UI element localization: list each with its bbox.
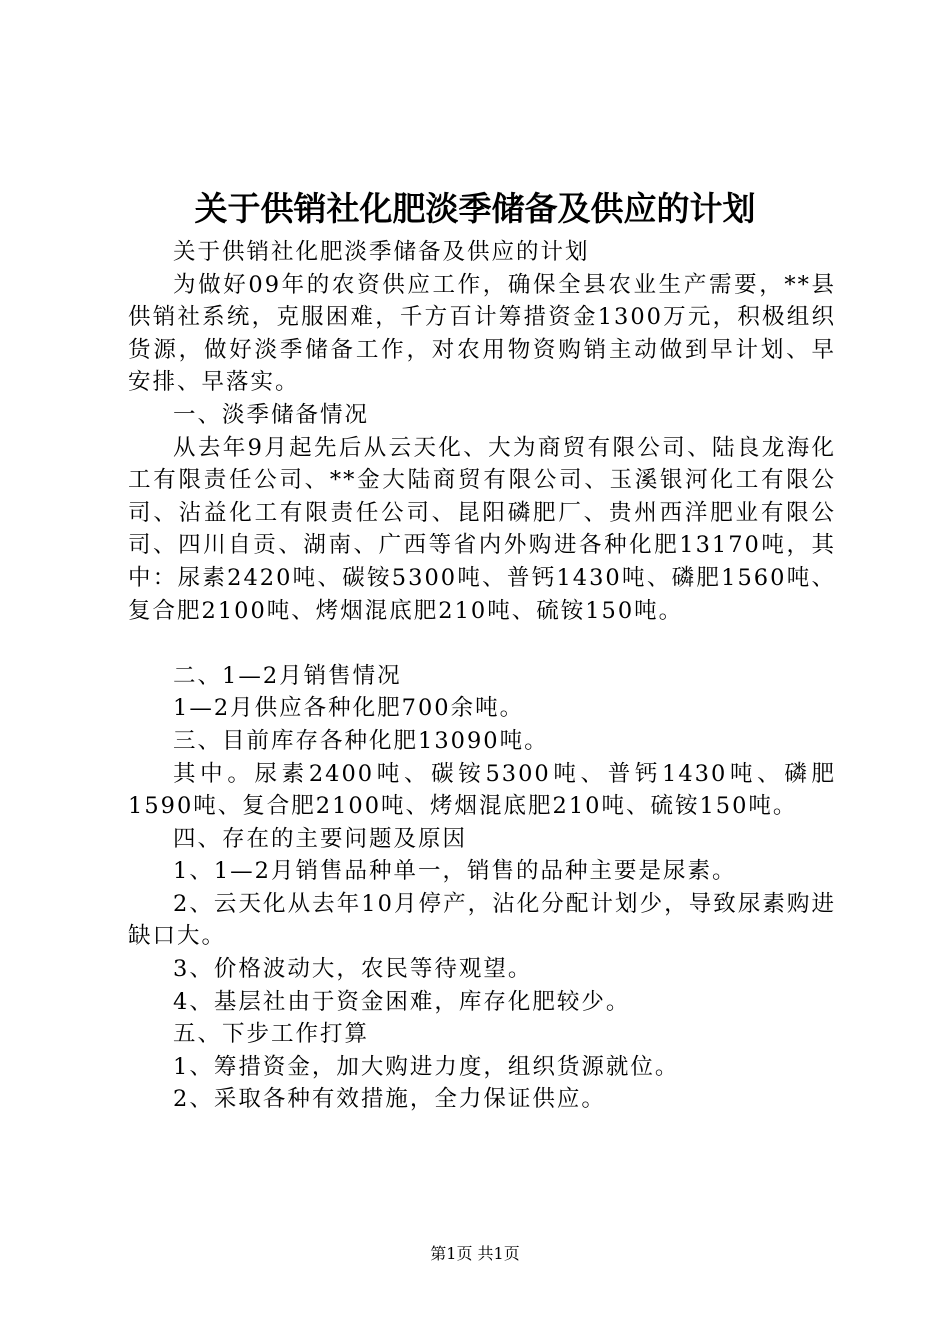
paragraph-subtitle: 关于供销社化肥淡季储备及供应的计划 bbox=[173, 239, 590, 265]
page-footer: 第1页 共1页 bbox=[430, 1244, 520, 1263]
section-heading-5: 五、下步工作打算 bbox=[173, 1021, 370, 1048]
paragraph-sales: 1—2月供应各种化肥700余吨。 bbox=[173, 695, 525, 722]
section-heading-2: 二、1—2月销售情况 bbox=[173, 662, 402, 689]
paragraph-reserve-details: 从去年9月起先后从云天化、大为商贸有限公司、陆良龙海化工有限责任公司、**金大陆商贸有限公司、玉溪银河化工有限公司、沾益化工有限责任公司、昆阳磷肥厂、贵州西洋肥业有限公司、四川自贡、湖南、广西等省内外购进各种化肥13170吨，其中：尿素2420吨、碳铵5300吨、普钙1430吨、磷肥1560吨、复合肥2100吨、烤烟混底肥210吨、硫铵150吨。 bbox=[128, 434, 836, 624]
document-body bbox=[128, 236, 836, 1116]
paragraph-problem-1: 1、1—2月销售品种单一，销售的品种主要是尿素。 bbox=[173, 858, 737, 885]
paragraph-inventory-details: 其中。尿素2400吨、碳铵5300吨、普钙1430吨、磷肥1590吨、复合肥2100吨、烤烟混底肥210吨、硫铵150吨。 bbox=[128, 760, 836, 820]
paragraph-intro: 为做好09年的农资供应工作，确保全县农业生产需要，**县供销社系统，克服困难，千方百计筹措资金1300万元，积极组织货源，做好淡季储备工作，对农用物资购销主动做到早计划、早安排、早落实。 bbox=[128, 271, 836, 396]
paragraph-problem-2: 2、云天化从去年10月停产，沾化分配计划少，导致尿素购进缺口大。 bbox=[128, 890, 836, 950]
section-heading-4: 四、存在的主要问题及原因 bbox=[173, 825, 468, 852]
paragraph-plan-2: 2、采取各种有效措施，全力保证供应。 bbox=[173, 1086, 606, 1113]
paragraph-problem-4: 4、基层社由于资金困难，库存化肥较少。 bbox=[173, 988, 631, 1015]
paragraph-problem-3: 3、价格波动大，农民等待观望。 bbox=[173, 956, 533, 983]
document-title: 关于供销社化肥淡季储备及供应的计划 bbox=[194, 189, 756, 228]
section-heading-1: 一、淡季储备情况 bbox=[173, 401, 370, 428]
paragraph-plan-1: 1、筹措资金，加大购进力度，组织货源就位。 bbox=[173, 1053, 680, 1080]
section-heading-3: 三、目前库存各种化肥13090吨。 bbox=[173, 727, 549, 754]
